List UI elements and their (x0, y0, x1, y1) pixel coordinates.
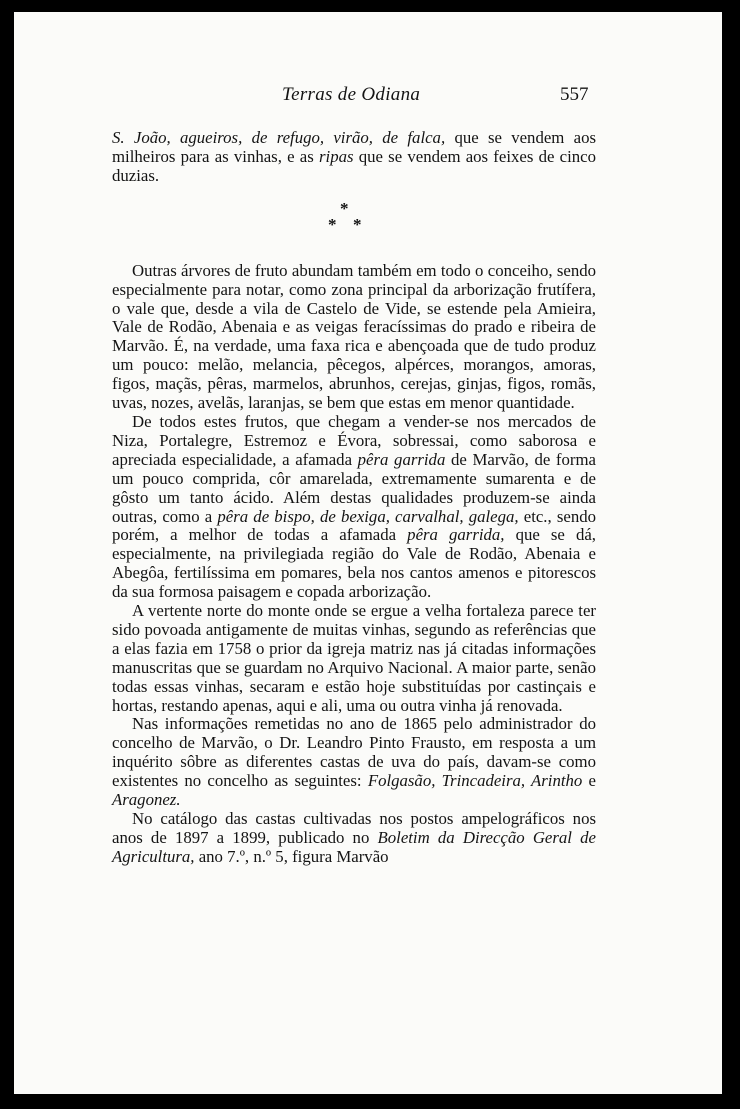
running-title: Terras de Odiana (282, 84, 421, 105)
page-body (112, 129, 596, 867)
italic-run: Folgasão, Trincadeira, Arintho (367, 771, 583, 791)
asterisk: * (328, 214, 337, 234)
paragraph (112, 129, 596, 186)
italic-run: Aragonez. (112, 790, 181, 810)
italic-run: pêra garrida (357, 449, 446, 469)
text-run: que se dá, especialmente, na privilegiada região do Vale de Rodão, Abenaia e Abegôa, fertilíssima em pomares, bela nos cantos amenos e pitorescos da sua formosa paisagem e copada arborização. (112, 525, 596, 602)
text-run: que se vendem aos feixes de cinco duzias. (112, 146, 596, 185)
text-run: De todos estes frutos, que chegam a vender-se nos mercados de Niza, Portalegre, Estremoz e Évora, sobressai, como saborosa e apreciada especialidade, a afamada (112, 411, 596, 469)
paragraph (112, 262, 596, 413)
asterisk: * (353, 214, 362, 234)
paragraph (112, 810, 596, 867)
paragraph (112, 413, 596, 602)
italic-run: Boletim da Direcção Geral de Agricultura, (112, 827, 596, 866)
paragraph (112, 715, 596, 810)
text-run: e (582, 771, 596, 791)
book-page (14, 12, 722, 1094)
italic-run: pêra de bispo, de bexiga, carvalhal, galega, (217, 506, 519, 526)
text-run: de Marvão, de forma um pouco comprida, côr amarelada, extremamente sumarenta e de gôsto um tanto ácido. Além destas qualidades produzem-se ainda outras, como a (112, 449, 596, 526)
page-header (14, 84, 722, 110)
text-run: que se vendem aos milheiros para as vinhas, e as (112, 128, 597, 166)
italic-run: S. João, agueiros, de refugo, virão, de falca, (112, 128, 446, 147)
page-number: 557 (560, 84, 589, 105)
paragraph (112, 602, 596, 715)
asterisk: * (340, 198, 349, 218)
text-run: Outras árvores de fruto abundam também em todo o conceiho, sendo especialmente para notar, como zona principal da arborização frutífera, o vale que, desde a vila de Castelo de Vide, se estende pela Amieira, Vale de Rodão, Abenaia e as veigas feracíssimas do prado e ribeira de Marvão. É, na verdade, uma faxa rica e abençoada que de tudo produz um pouco: melão, melancia, pêcegos, alpérces, morangos, amoras, figos, maçãs, pêras, marmelos, abrunhos, cerejas, ginjas, figos, romãs, uvas, nozes, avelãs, laranjas, se bem que estas em menor quantidade. (112, 260, 596, 413)
italic-run: pêra garrida, (407, 525, 505, 545)
text-run: No catálogo das castas cultivadas nos postos ampelográficos nos anos de 1897 a 1899, publicado no (112, 809, 596, 847)
text-run: A vertente norte do monte onde se ergue a velha fortaleza parece ter sido povoada antigamente de muitas vinhas, segundo as referências que a elas fazia em 1758 o prior da igreja matriz nas já citadas informações manuscritas que se guardam no Arquivo Nacional. A maior parte, senão todas essas vinhas, secaram e estão hoje substituídas por castinçais e hortas, restando apenas, aqui e ali, uma ou outra vinha já renovada. (112, 601, 596, 715)
section-break-asterisks (112, 200, 596, 250)
italic-run: ripas (319, 146, 354, 166)
text-run: Nas informações remetidas no ano de 1865 pelo administrador do concelho de Marvão, o Dr. Leandro Pinto Frausto, em resposta a um inquérito sôbre as diferentes castas de uva do país, davam-se como existentes no concelho as seguintes: (112, 714, 596, 791)
text-run: ano 7.º, n.º 5, figura Marvão (194, 846, 389, 866)
text-run: etc., sendo porém, a melhor de todas a afamada (112, 506, 596, 545)
